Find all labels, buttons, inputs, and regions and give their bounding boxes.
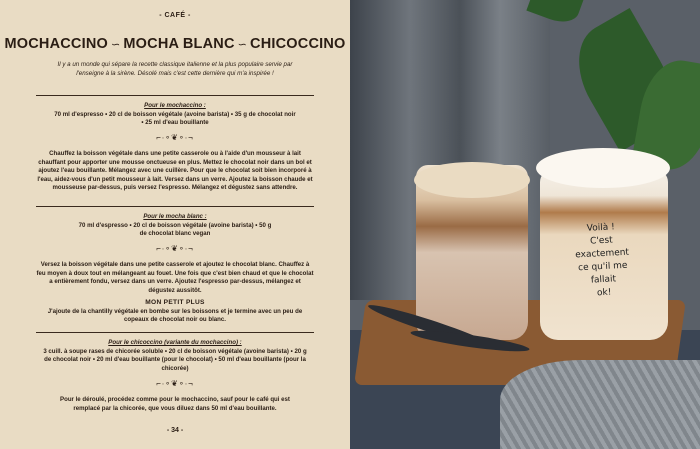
whipped-cream bbox=[536, 148, 670, 188]
chalk-line: fallait bbox=[590, 274, 617, 286]
mochaccino-heading: Pour le mochaccino : bbox=[144, 102, 206, 109]
mochaccino-ingredient-list: 70 ml d'espresso • 20 cl de boisson végétale (avoine barista) • 35 g de chocolat noir • 25 ml d'eau bouillante bbox=[54, 110, 296, 126]
mocha-blanc-ingredient-list: 70 ml d'espresso • 20 cl de boisson végétale (avoine barista) • 50 g de chocolat blanc vegan bbox=[78, 221, 272, 237]
chalk-line: ok! bbox=[596, 287, 612, 299]
divider bbox=[36, 206, 314, 207]
drinks-photo bbox=[350, 0, 700, 449]
section-label: - CAFÉ - bbox=[159, 12, 191, 19]
petit-plus-text: J'ajoute de la chantilly végétale en bombe sur les boissons et je termine avec un peu de copeaux de chocolat noir ou blanc. bbox=[47, 307, 303, 323]
mocha-blanc-heading: Pour le mocha blanc : bbox=[143, 213, 207, 220]
mocha-blanc-ingredients bbox=[36, 213, 314, 239]
mochaccino-steps: Chauffez la boisson végétale dans une petite casserole ou à l'aide d'un mousseur à lait chauffant pour apporter une mousse onctueuse en plus. Mettez le chocolat noir dans un bol et ajoutez l'eau bouillante. Mélangez avec une cuillère. Pour que le chocolat soit bien incorporé à l'eau, aidez-vous d'un petit mousseur à lait. Versez dans un verre. Ajoutez la boisson chaude et mousseuse par-dessus, puis versez l'espresso. Mélangez et dégustez sans attendre. bbox=[37, 150, 313, 191]
chalk-line: exactement bbox=[575, 247, 630, 261]
title-chicoccino: CHICOCCINO bbox=[250, 36, 346, 52]
title-separator: ∽ bbox=[237, 39, 248, 51]
mochaccino-ingredients bbox=[36, 102, 314, 128]
petit-plus-title: MON PETIT PLUS bbox=[145, 299, 205, 306]
title-mochaccino: MOCHACCINO bbox=[4, 36, 108, 52]
page-number: - 34 - bbox=[166, 427, 184, 434]
chalk-line: C'est bbox=[589, 235, 613, 247]
page-title bbox=[0, 36, 350, 52]
petit-plus bbox=[36, 299, 314, 325]
title-mocha-blanc: MOCHA BLANC bbox=[123, 36, 235, 52]
intro-text: Il y a un monde qui sépare la recette classique italienne et la plus populaire servie par l'enseigne à la sirène. Désolé mais c'est cette dernière qui m'a inspirée ! bbox=[57, 61, 293, 77]
ornament-divider: ⌐∙∘❦∘∙¬ bbox=[156, 379, 194, 388]
knit-blanket bbox=[500, 360, 700, 449]
divider bbox=[36, 332, 314, 333]
divider bbox=[36, 95, 314, 96]
title-separator: ∽ bbox=[110, 39, 121, 51]
ornament-divider: ⌐∙∘❦∘∙¬ bbox=[156, 244, 194, 253]
glass-foam bbox=[414, 162, 530, 198]
chicoccino-ingredients bbox=[36, 339, 314, 373]
chicoccino-ingredient-list: 3 cuill. à soupe rases de chicorée soluble • 20 cl de boisson végétale (avoine barista) • 20 g de chocolat noir • 20 ml d'eau bouillante (pour le chocolat) • 50 ml d'eau bouillante (pour la chicorée) bbox=[43, 347, 307, 372]
ornament-divider: ⌐∙∘❦∘∙¬ bbox=[156, 133, 194, 142]
chalk-writing bbox=[553, 220, 652, 303]
chicoccino-heading: Pour le chicoccino (variante du mochaccino) : bbox=[108, 339, 242, 346]
chicoccino-steps: Pour le déroulé, procédez comme pour le mochaccino, sauf pour le café qui est remplacé par la chicorée, que vous diluez dans 50 ml d'eau bouillante. bbox=[60, 396, 290, 412]
chalk-line: Voilà ! bbox=[586, 222, 615, 234]
chalk-line: ce qu'il me bbox=[577, 260, 628, 274]
mocha-blanc-steps: Versez la boisson végétale dans une petite casserole et ajoutez le chocolat blanc. Chauffez à feu moyen à doux tout en mélangeant au fouet. Une fois que c'est bien chaud et que le chocolat a entièrement fondu, versez dans un verre. Ajoutez l'espresso par-dessus, mélangez et dégustez aussitôt. bbox=[36, 261, 314, 294]
